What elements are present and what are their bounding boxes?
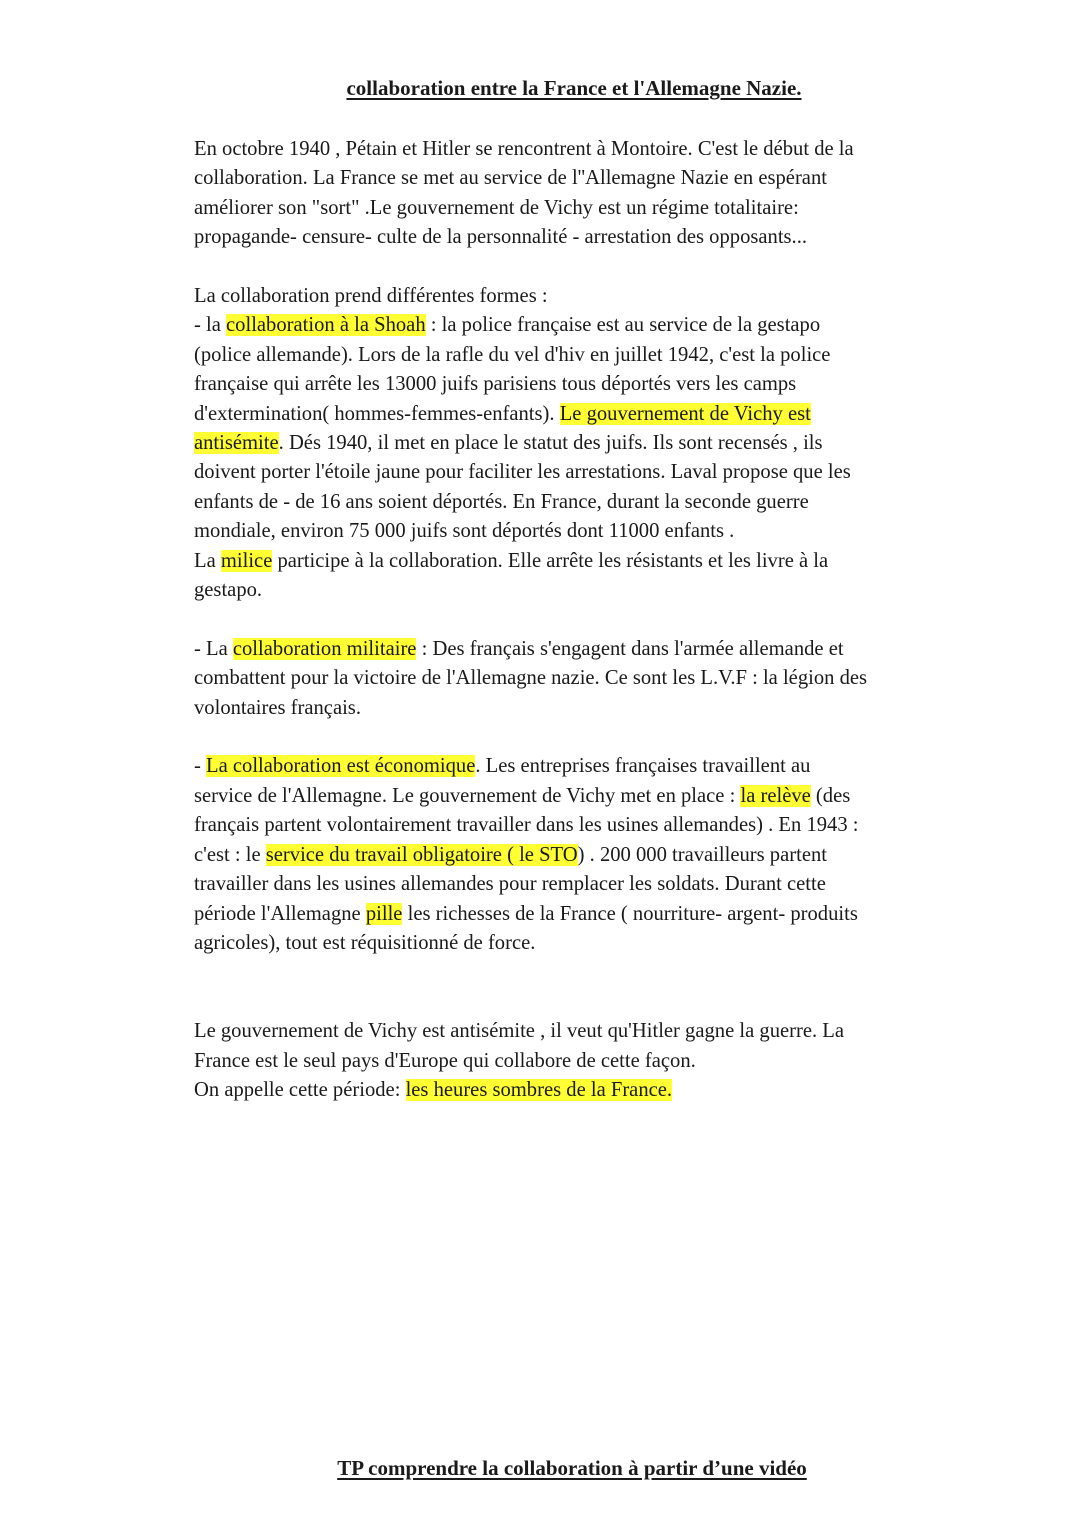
conclusion-line: France est le seul pays d'Europe qui collabore de cette façon. [194, 1049, 696, 1072]
shoah-line: (police allemande). Lors de la rafle du vel d'hiv en juillet 1942, c'est la police [194, 343, 831, 366]
text-span: - [194, 755, 207, 778]
shoah-line [194, 311, 974, 340]
text-span: d'extermination( hommes-femmes-enfants). [194, 402, 560, 425]
intro-line: En octobre 1940 , Pétain et Hitler se rencontrent à Montoire. C'est le début de la [194, 138, 854, 160]
shoah-line [194, 429, 974, 458]
highlight-military: collaboration militaire [232, 637, 417, 660]
economic-line: travailler dans les usines allemandes pour remplacer les soldats. Durant cette [194, 873, 826, 896]
text-span: (des [810, 784, 851, 807]
milice-line [194, 547, 974, 576]
text-span: service de l'Allemagne. Le gouvernement de Vichy met en place : [194, 784, 741, 807]
text-span: c'est : le [194, 843, 266, 866]
highlight-heures-sombres: les heures sombres de la France. [405, 1078, 673, 1101]
shoah-line [194, 400, 974, 429]
shoah-line: doivent porter l'étoile jaune pour faciliter les arrestations. Laval propose que les [194, 461, 851, 484]
text-span: La [194, 549, 221, 572]
military-line [194, 635, 974, 664]
text-span: : Des français s'engagent dans l'armée allemande et [416, 637, 844, 660]
highlight-pille: pille [365, 902, 403, 925]
conclusion-section [194, 1017, 974, 1105]
shoah-line: enfants de - de 16 ans soient déportés. En France, durant la seconde guerre [194, 490, 809, 513]
shoah-section [194, 282, 974, 605]
highlight-antisemite: antisémite [194, 432, 279, 455]
intro-paragraph [194, 135, 974, 253]
conclusion-line: Le gouvernement de Vichy est antisémite , il veut qu'Hitler gagne la guerre. La [194, 1020, 844, 1043]
economic-line [194, 841, 974, 870]
military-section [194, 635, 974, 723]
milice-line: gestapo. [194, 579, 263, 602]
economic-line [194, 782, 974, 811]
text-span: : la police française est au service de la gestapo [425, 314, 821, 337]
text-span: les richesses de la France ( nourriture- argent- produits [402, 902, 858, 925]
page-title: collaboration entre la France et l'Allemagne Nazie. [346, 76, 802, 100]
text-span: . Dés 1940, il met en place le statut des juifs. Ils sont recensés , ils [278, 432, 823, 455]
highlight-vichy: Le gouvernement de Vichy est [559, 402, 811, 425]
text-span: participe à la collaboration. Elle arrête les résistants et les livre à la [272, 549, 829, 572]
intro-line: propagande- censure- culte de la personnalité - arrestation des opposants... [194, 226, 808, 249]
text-span: - La [194, 637, 233, 660]
military-line: combattent pour la victoire de l'Allemagne nazie. Ce sont les L.V.F : la légion des [194, 667, 868, 690]
document-body [194, 135, 974, 1105]
intro-line: améliorer son "sort" .Le gouvernement de Vichy est un régime totalitaire: [194, 196, 799, 219]
forms-heading: La collaboration prend différentes formes : [194, 285, 548, 308]
text-span: période l'Allemagne [194, 902, 366, 925]
footer-title: TP comprendre la collaboration à partir d’une vidéo [337, 1456, 807, 1480]
shoah-line: française qui arrête les 13000 juifs parisiens tous déportés vers les camps [194, 373, 797, 396]
economic-section [194, 752, 974, 958]
economic-line [194, 752, 974, 781]
military-line: volontaires français. [194, 696, 361, 719]
shoah-line: mondiale, environ 75 000 juifs sont déportés dont 11000 enfants . [194, 520, 735, 543]
highlight-releve: la relève [740, 784, 811, 807]
highlight-economic: La collaboration est économique [206, 755, 476, 778]
economic-line [194, 900, 974, 929]
text-span: On appelle cette période: [194, 1078, 406, 1101]
economic-line: français partent volontairement travailler dans les usines allemandes) . En 1943 : [194, 814, 859, 837]
text-span: - la [194, 314, 227, 337]
conclusion-line [194, 1076, 974, 1105]
economic-line: agricoles), tout est réquisitionné de force. [194, 931, 536, 954]
intro-line: collaboration. La France se met au service de l''Allemagne Nazie en espérant [194, 167, 827, 190]
highlight-milice: milice [220, 549, 273, 572]
highlight-shoah: collaboration à la Shoah [226, 314, 426, 337]
highlight-sto: service du travail obligatoire ( le STO [265, 843, 578, 866]
text-span: ) . 200 000 travailleurs partent [577, 843, 827, 866]
text-span: . Les entreprises françaises travaillent au [475, 755, 811, 778]
